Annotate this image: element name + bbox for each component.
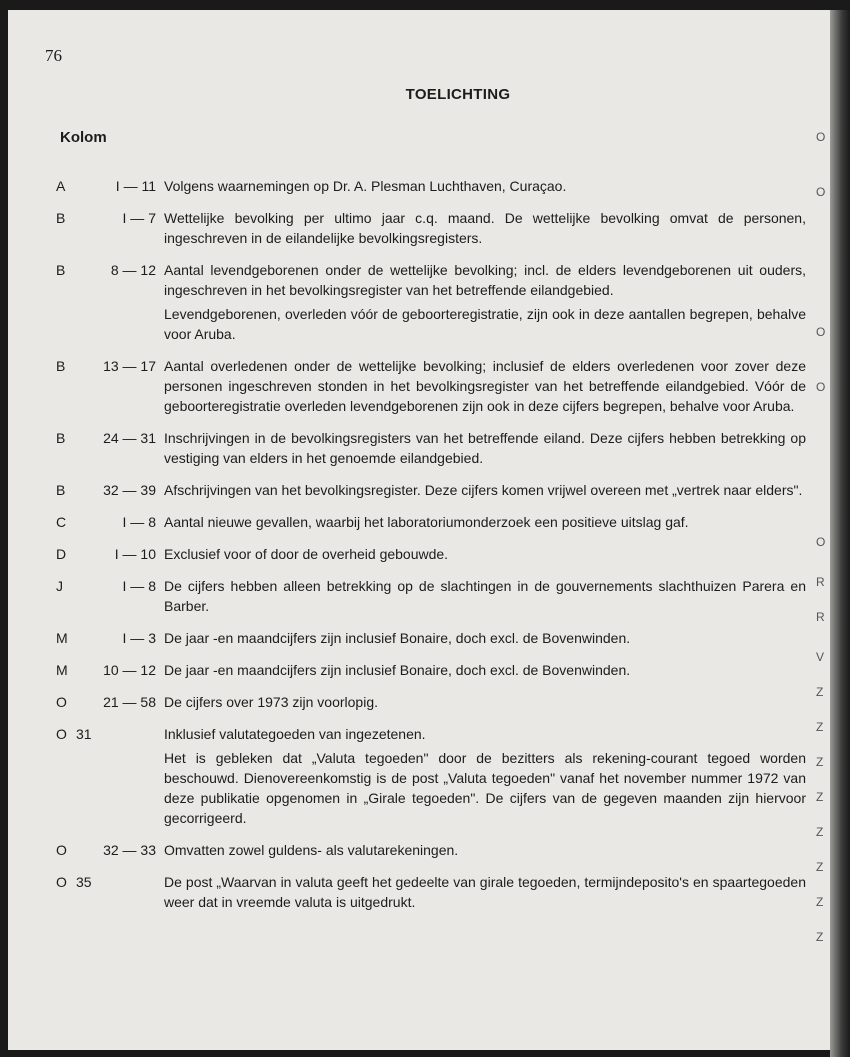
margin-letter: O: [816, 185, 826, 199]
column-code: [56, 724, 164, 828]
margin-letter: Z: [816, 860, 824, 874]
entry-text: [164, 428, 806, 468]
column-code: [56, 208, 164, 248]
margin-letter: R: [816, 575, 825, 589]
column-range: 32 — 39: [103, 482, 156, 498]
column-code: [56, 176, 164, 196]
column-letter: A: [56, 178, 66, 194]
entry-text: [164, 872, 806, 912]
document-page: [8, 10, 830, 1050]
margin-letter: O: [816, 325, 826, 339]
margin-letter: Z: [816, 930, 824, 944]
column-letter: C: [56, 514, 67, 530]
entry-paragraph: Exclusief voor of door de overheid gebouwde.: [164, 546, 449, 562]
column-letter: D: [56, 546, 67, 562]
entry: [56, 576, 806, 616]
column-range: 24 — 31: [103, 430, 156, 446]
column-code: [56, 480, 164, 500]
entry-text: [164, 480, 806, 500]
entry: [56, 208, 806, 248]
entry: [56, 840, 806, 860]
column-letter: B: [56, 482, 66, 498]
page-number: 76: [45, 46, 62, 65]
column-range: 10 — 12: [103, 662, 156, 678]
column-letter: O: [56, 842, 67, 858]
entry-text: [164, 544, 806, 564]
column-code: [56, 628, 164, 648]
column-letter: B: [56, 430, 66, 446]
page-title: TOELICHTING: [405, 86, 511, 103]
entry-paragraph: Aantal overledenen onder de wettelijke bevolking; inclusief de elders overledenen voor zover deze personen ingeschreven stonden in het bevolkingsregister van het betreffende eilandgebied. Vóór de geboorteregistratie overleden levendgeborenen zijn ook in deze cijfers begrepen, behalve voor Aruba.: [164, 358, 806, 414]
column-letter: B: [56, 358, 66, 374]
column-letter: M: [56, 662, 68, 678]
entry-paragraph: Aantal levendgeborenen onder de wettelijke bevolking; incl. de elders levendgeborenen uit ouders, ingeschreven in het bevolkingsregister van het betreffende eilandgebied.: [164, 262, 806, 298]
entry-text: [164, 840, 806, 860]
entry-paragraph: De jaar -en maandcijfers zijn inclusief Bonaire, doch excl. de Bovenwinden.: [164, 662, 631, 678]
column-range: I — 10: [114, 546, 156, 562]
margin-letter: Z: [816, 825, 824, 839]
entry-paragraph: De cijfers over 1973 zijn voorlopig.: [164, 694, 378, 710]
margin-letter: Z: [816, 720, 824, 734]
entry: [56, 628, 806, 648]
entry: [56, 724, 806, 828]
margin-letter: O: [816, 130, 826, 144]
entry-text: [164, 576, 806, 616]
column-range: 35: [76, 874, 92, 890]
column-code: [56, 544, 164, 564]
margin-letter: Z: [816, 755, 824, 769]
column-range: I — 3: [122, 630, 156, 646]
entry-paragraph: Inschrijvingen in de bevolkingsregisters van het betreffende eiland. Deze cijfers hebben betrekking op vestiging van elders in het genoemde eilandgebied.: [164, 430, 806, 466]
entry-paragraph: De cijfers hebben alleen betrekking op de slachtingen in de gouvernements slachthuizen Parera en Barber.: [164, 578, 806, 614]
margin-letter: R: [816, 610, 825, 624]
entry: [56, 260, 806, 344]
column-letter: O: [56, 874, 67, 890]
entry-paragraph: Het is gebleken dat „Valuta tegoeden" door de bezitters als rekening-courant tegoed worden beschouwd. Dienovereenkomstig is de post „Valuta tegoeden" vanaf het november nummer 1972 van deze publikatie opgenomen in „Girale tegoeden". De cijfers van de gegeven maanden zijn hiervoor gecorrigeerd.: [164, 750, 806, 826]
entry-text: [164, 208, 806, 248]
entry-text: [164, 512, 806, 532]
column-code: [56, 840, 164, 860]
column-range: 13 — 17: [103, 358, 156, 374]
column-header: Kolom: [60, 129, 107, 146]
entry-text: [164, 724, 806, 828]
column-code: [56, 260, 164, 344]
entry-text: [164, 260, 806, 344]
column-code: [56, 576, 164, 616]
column-letter: O: [56, 694, 67, 710]
entry: [56, 660, 806, 680]
margin-letter: Z: [816, 790, 824, 804]
entry: [56, 872, 806, 912]
entry: [56, 692, 806, 712]
column-range: I — 8: [122, 514, 156, 530]
column-code: [56, 428, 164, 468]
column-code: [56, 512, 164, 532]
entry-paragraph: Afschrijvingen van het bevolkingsregister. Deze cijfers komen vrijwel overeen met „vertrek naar elders".: [164, 482, 803, 498]
entry-text: [164, 628, 806, 648]
margin-letter: Z: [816, 895, 824, 909]
column-letter: B: [56, 262, 66, 278]
column-range: 31: [76, 726, 92, 742]
entry-text: [164, 660, 806, 680]
column-letter: M: [56, 630, 68, 646]
entry-text: [164, 176, 806, 196]
column-range: I — 7: [122, 210, 156, 226]
entry-text: [164, 692, 806, 712]
entry-paragraph: Levendgeborenen, overleden vóór de geboorteregistratie, zijn ook in deze aantallen begrepen, behalve voor Aruba.: [164, 306, 806, 342]
column-code: [56, 660, 164, 680]
column-range: I — 11: [115, 178, 156, 194]
entries-list: [56, 176, 806, 924]
column-letter: B: [56, 210, 66, 226]
entry-paragraph: De post „Waarvan in valuta geeft het gedeelte van girale tegoeden, termijndeposito's en spaartegoeden weer dat in vreemde valuta is uitgedrukt.: [164, 874, 806, 910]
column-range: I — 8: [122, 578, 156, 594]
entry-paragraph: Wettelijke bevolking per ultimo jaar c.q. maand. De wettelijke bevolking omvat de personen, ingeschreven in de eilandelijke bevolkingsregisters.: [164, 210, 806, 246]
column-letter: J: [56, 578, 63, 594]
column-code: [56, 692, 164, 712]
entry: [56, 428, 806, 468]
column-range: 21 — 58: [103, 694, 156, 710]
entry: [56, 544, 806, 564]
entry: [56, 176, 806, 196]
book-binding: [830, 10, 850, 1057]
entry: [56, 480, 806, 500]
entry-paragraph: Omvatten zowel guldens- als valutarekeningen.: [164, 842, 459, 858]
entry: [56, 512, 806, 532]
entry-text: [164, 356, 806, 416]
entry-paragraph: De jaar -en maandcijfers zijn inclusief Bonaire, doch excl. de Bovenwinden.: [164, 630, 631, 646]
entry-paragraph: Inklusief valutategoeden van ingezetenen.: [164, 726, 426, 742]
margin-letter: Z: [816, 685, 824, 699]
column-code: [56, 872, 164, 912]
entry-paragraph: Volgens waarnemingen op Dr. A. Plesman Luchthaven, Curaçao.: [164, 178, 567, 194]
column-range: 8 — 12: [110, 262, 156, 278]
margin-letter: V: [816, 650, 825, 664]
column-letter: O: [56, 726, 67, 742]
entry: [56, 356, 806, 416]
margin-letter: O: [816, 535, 826, 549]
margin-letter: O: [816, 380, 826, 394]
entry-paragraph: Aantal nieuwe gevallen, waarbij het laboratoriumonderzoek een positieve uitslag gaf.: [164, 514, 689, 530]
column-code: [56, 356, 164, 416]
column-range: 32 — 33: [103, 842, 156, 858]
